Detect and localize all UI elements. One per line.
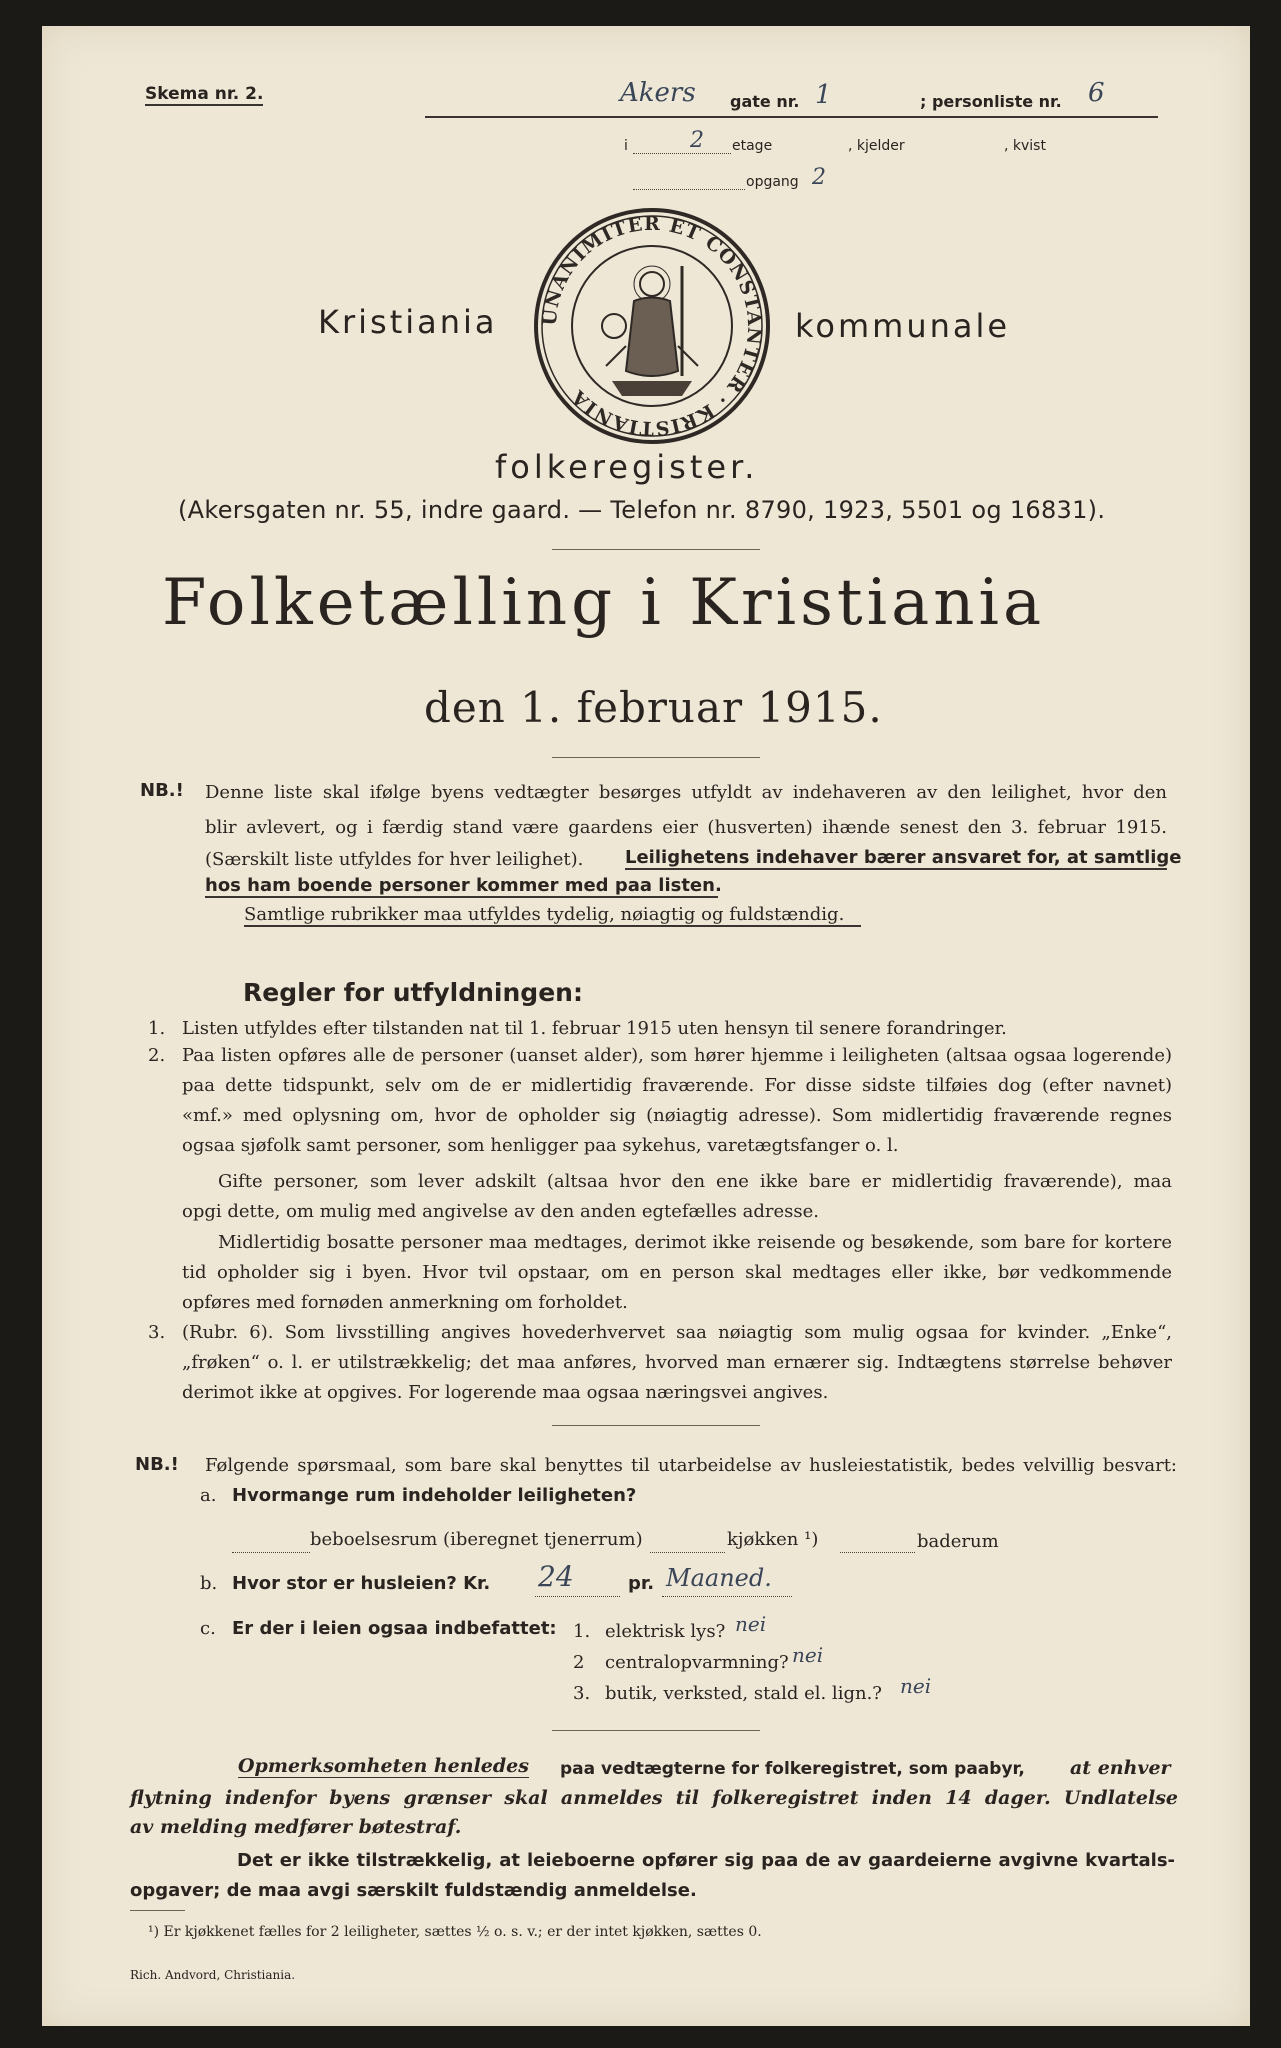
- footnote-divider: [130, 1910, 185, 1911]
- personliste-nr-value: 6: [1088, 78, 1105, 108]
- etage-label: etage: [732, 138, 773, 154]
- kitchen-label: kjøkken ¹): [727, 1529, 819, 1550]
- nb1-line-4: hos ham boende personer kommer med paa listen.: [205, 875, 722, 896]
- rule-2-line-7: Midlertidig bosatte personer maa medtages, derimot ikke reisende og besøkende, som bare for kortere: [218, 1232, 1172, 1253]
- rent-amount-value: 24: [538, 1560, 574, 1593]
- c1-number: 1.: [573, 1621, 591, 1642]
- rent-amount-line: [535, 1596, 620, 1597]
- rule-2-line-2: paa dette tidspunkt, selv om de er midlertidig fraværende. For disse sidste tilføies dog (efter navnet): [182, 1075, 1172, 1096]
- main-title: Folketælling i Kristiania: [162, 566, 1046, 640]
- rules-heading: Regler for utfyldningen:: [243, 978, 583, 1007]
- nb2-intro: Følgende spørsmaal, som bare skal benyttes til utarbeidelse av husleiestatistik, bedes velvillig besvart:: [205, 1455, 1177, 1476]
- opgang-value: 2: [812, 165, 826, 190]
- rule-2-line-1: Paa listen opføres alle de personer (uanset alder), som hører hjemme i leiligheten (altsaa ogsaa logerende): [182, 1045, 1172, 1066]
- rule-3-line-1: (Rubr. 6). Som livsstilling angives hovederhvervet saa nøiagtig som mulig ogsaa for kvinder. „Enke“,: [182, 1322, 1172, 1343]
- city-seal-icon: [532, 206, 772, 446]
- opgang-label: opgang: [746, 174, 799, 190]
- kristiania-word: Kristiania: [318, 303, 498, 341]
- nb1-line-3-a: (Særskilt liste utfyldes for hver leilighet).: [205, 849, 584, 870]
- rule-1-number: 1.: [148, 1018, 166, 1039]
- kjelder-label: , kjelder: [848, 138, 905, 154]
- c1-answer: nei: [735, 1612, 767, 1636]
- nb1-line-2: blir avlevert, og i færdig stand være gaardens eier (husverten) ihænde senest den 3. februar 1915.: [205, 817, 1167, 838]
- divider-top: [552, 549, 760, 550]
- kommunale-word: kommunale: [795, 307, 1011, 345]
- footnote: ¹) Er kjøkkenet fælles for 2 leiligheter, sættes ½ o. s. v.; er der intet kjøkken, sættes 0.: [148, 1924, 762, 1940]
- c3-answer: nei: [900, 1674, 932, 1698]
- nb2-label: NB.!: [135, 1454, 179, 1475]
- rule-2-line-9: opføres med fornøden anmerkning om forholdet.: [182, 1292, 628, 1313]
- c3-number: 3.: [573, 1683, 591, 1704]
- c2-number: 2: [573, 1652, 585, 1673]
- etage-line: [633, 153, 731, 154]
- kvist-label: , kvist: [1004, 138, 1046, 154]
- rooms-line: [232, 1552, 310, 1553]
- notice-line-1-c: at enhver: [1070, 1757, 1171, 1779]
- question-b-text: Hvor stor er husleien? Kr.: [232, 1573, 491, 1594]
- skema-label: Skema nr. 2.: [145, 84, 264, 104]
- rule-2-line-4: ogsaa sjøfolk samt personer, som henligger paa sykehus, varetægtsfanger o. l.: [182, 1135, 899, 1156]
- rent-period-value: Maaned.: [666, 1564, 772, 1592]
- gate-nr-value: 1: [815, 80, 832, 110]
- question-a-text: Hvormange rum indeholder leiligheten?: [232, 1485, 637, 1506]
- c3-text: butik, verksted, stald el. lign.?: [605, 1683, 882, 1704]
- street-name-value: Akers: [620, 78, 696, 108]
- rule-1-text: Listen utfyldes efter tilstanden nat til 1. februar 1915 uten hensyn til senere forandringer.: [182, 1018, 1007, 1039]
- divider-questions: [552, 1730, 760, 1731]
- notice-line-4: Det er ikke tilstrækkelig, at leieboerne opfører sig paa de av gaardeierne avgivne kvartals-: [237, 1850, 1175, 1871]
- bath-label: baderum: [917, 1531, 999, 1552]
- question-c-text: Er der i leien ogsaa indbefattet:: [232, 1618, 557, 1639]
- notice-line-2: flytning indenfor byens grænser skal anmeldes til folkeregistret inden 14 dager. Undlatelse: [130, 1787, 1178, 1809]
- rule-2-number: 2.: [148, 1045, 166, 1066]
- i-label: i: [624, 138, 628, 154]
- rooms-label: beboelsesrum (iberegnet tjenerrum): [310, 1529, 643, 1550]
- rule-3-number: 3.: [148, 1322, 166, 1343]
- nb1-line-1: Denne liste skal ifølge byens vedtægter besørges utfyldt av indehaveren av den leilighet, hvor den: [205, 782, 1167, 803]
- nb1-line-3-b: Leilighetens indehaver bærer ansvaret for, at samtlige: [625, 847, 1182, 868]
- nb1-line-5: Samtlige rubrikker maa utfyldes tydelig, nøiagtig og fuldstændig.: [244, 904, 861, 927]
- notice-line-1-b: paa vedtægterne for folkeregistret, som paabyr,: [560, 1759, 1025, 1779]
- office-address: (Akersgaten nr. 55, indre gaard. — Telefon nr. 8790, 1923, 5501 og 16831).: [178, 496, 1106, 524]
- c2-answer: nei: [792, 1643, 824, 1667]
- question-c-letter: c.: [200, 1618, 216, 1639]
- c2-text: centralopvarmning?: [605, 1652, 789, 1673]
- notice-line-1-a: Opmerksomheten henledes: [238, 1755, 529, 1777]
- folkeregister-word: folkeregister.: [495, 448, 759, 486]
- notice-line-5: opgaver; de maa avgi særskilt fuldstændig anmeldelse.: [130, 1880, 697, 1901]
- rule-2-line-3: «mf.» med oplysning om, hvor de opholder sig (nøiagtig adresse). Som midlertidig fraværende regnes: [182, 1105, 1172, 1126]
- etage-value: 2: [690, 128, 704, 153]
- divider-title: [552, 757, 760, 758]
- opgang-line: [633, 189, 745, 190]
- seal-ring-text: UNANIMITER ET CONSTANTER · KRISTIANIA: [538, 212, 766, 440]
- c1-text: elektrisk lys?: [605, 1621, 726, 1642]
- personliste-label: ; personliste nr.: [920, 92, 1062, 111]
- rent-period-line: [662, 1596, 792, 1597]
- question-b-letter: b.: [200, 1573, 218, 1594]
- printer-imprint: Rich. Andvord, Christiania.: [130, 1968, 296, 1982]
- rule-2-line-6: opgi dette, om mulig med angivelse av den anden egtefælles adresse.: [182, 1201, 819, 1222]
- bath-line: [840, 1552, 915, 1553]
- rule-3-line-2: „frøken“ o. l. er utilstrækkelig; det maa anføres, hvorved man ernærer sig. Indtægtens størrelse behøver: [182, 1352, 1172, 1373]
- gate-label: gate nr.: [730, 92, 800, 111]
- rent-per-label: pr.: [628, 1573, 655, 1594]
- notice-line-3: av melding medfører bøtestraf.: [130, 1816, 462, 1838]
- date-line: den 1. februar 1915.: [424, 683, 883, 732]
- rule-2-line-8: tid opholder sig i byen. Hvor tvil opstaar, om en person skal medtages eller ikke, bør vedkommende: [182, 1262, 1172, 1283]
- rule-3-line-3: derimot ikke at opgives. For logerende maa ogsaa næringsvei angives.: [182, 1382, 829, 1403]
- rule-2-line-5: Gifte personer, som lever adskilt (altsaa hvor den ene ikke bare er midlertidig fraværende), maa: [218, 1171, 1172, 1192]
- question-a-letter: a.: [200, 1485, 217, 1506]
- nb1-label: NB.!: [140, 780, 184, 801]
- kitchen-line: [650, 1552, 725, 1553]
- divider-rules: [552, 1425, 760, 1426]
